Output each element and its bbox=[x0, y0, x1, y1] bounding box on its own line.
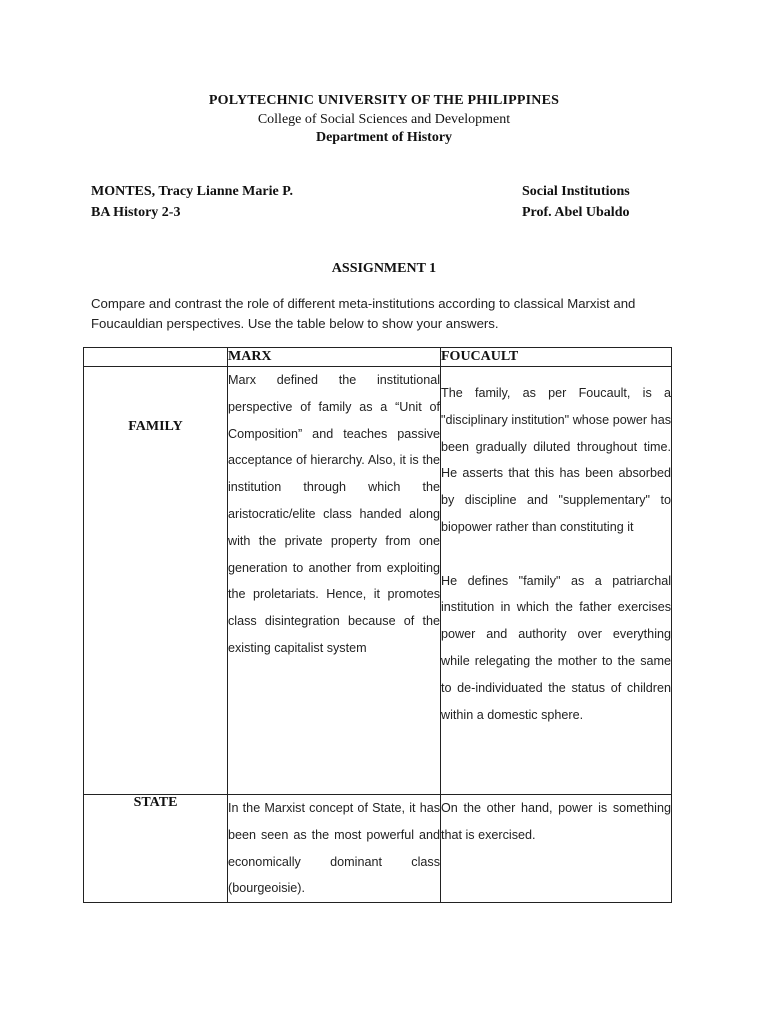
state-foucault-cell bbox=[441, 795, 672, 903]
header-cell-empty bbox=[84, 348, 228, 367]
family-marx-text: Marx defined the institutional perspective of family as a “Unit of Composition” and teaches passive acceptance of hierarchy. Also, it is the institution through which the aristocratic/elite class handed along with the private property from one generation to another from exploiting the proletariats. Hence, it promotes class disintegration because of the existing capitalist system bbox=[228, 373, 440, 655]
state-marx-cell bbox=[228, 795, 441, 903]
course-subject: Social Institutions bbox=[522, 184, 630, 199]
table-header-row bbox=[84, 348, 672, 367]
college-name: College of Social Sciences and Development bbox=[257, 112, 511, 127]
state-foucault-text: On the other hand, power is something that is exercised. bbox=[441, 801, 671, 842]
paragraph-gap bbox=[441, 541, 671, 568]
student-section: BA History 2-3 bbox=[91, 205, 181, 220]
family-marx-cell bbox=[228, 367, 441, 795]
family-foucault-text-2: He defines "family" as a patriarchal institution in which the father exercises power and authority over everything while relegating the mother to the same to de-individuated the status of children within a domestic sphere. bbox=[441, 573, 671, 722]
header-cell-marx: MARX bbox=[228, 348, 441, 367]
state-marx-text: In the Marxist concept of State, it has been seen as the most powerful and economically dominant class (bourgeoisie). bbox=[228, 801, 440, 896]
assignment-title: ASSIGNMENT 1 bbox=[331, 261, 437, 276]
university-name: POLYTECHNIC UNIVERSITY OF THE PHILIPPINES bbox=[208, 93, 560, 108]
family-foucault-cell bbox=[441, 367, 672, 795]
row-label-family: FAMILY bbox=[84, 367, 228, 795]
student-name: MONTES, Tracy Lianne Marie P. bbox=[91, 184, 293, 199]
assignment-instructions: Compare and contrast the role of different meta-institutions according to classical Marxist and Foucauldian perspectives. Use the table below to show your answers. bbox=[91, 296, 636, 331]
department-name: Department of History bbox=[315, 130, 453, 145]
comparison-table bbox=[83, 347, 672, 903]
course-professor: Prof. Abel Ubaldo bbox=[522, 205, 630, 220]
table-row bbox=[84, 795, 672, 903]
row-label-state: STATE bbox=[84, 795, 228, 903]
table-row bbox=[84, 367, 672, 795]
header-cell-foucault: FOUCAULT bbox=[441, 348, 672, 367]
family-foucault-text-1: The family, as per Foucault, is a "disciplinary institution" whose power has been gradually diluted throughout time. He asserts that this has been absorbed by discipline and "supplementary" to biopower rather than constituting it bbox=[441, 386, 671, 534]
